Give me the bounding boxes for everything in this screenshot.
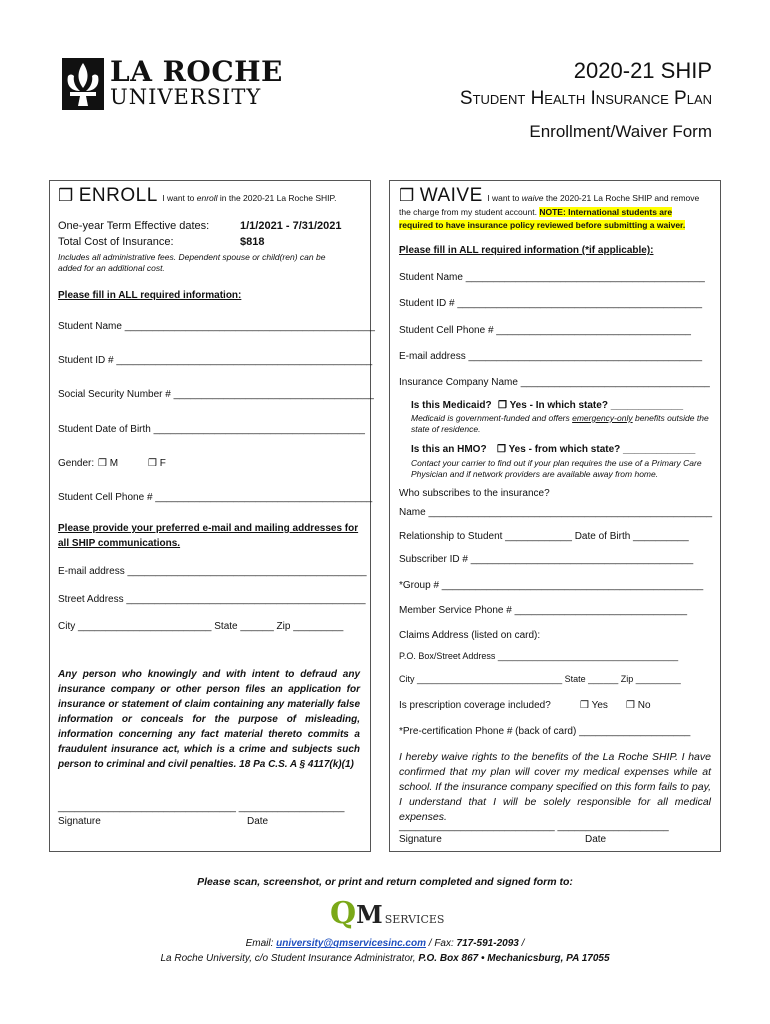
gender-f-checkbox[interactable]: ❒ F — [148, 458, 166, 469]
mailing-address: La Roche University, c/o Student Insurance Administrator, P.O. Box 867 • Mechanicsburg, PA 17055 — [160, 953, 610, 964]
gender-m-checkbox[interactable]: ❒ M — [98, 458, 119, 469]
cost-label: Total Cost of Insurance: — [58, 236, 174, 248]
rx-question: Is prescription coverage included? — [399, 700, 551, 711]
insurance-company-field[interactable]: Insurance Company Name __________________________________ — [399, 377, 710, 388]
medicaid-yes-checkbox[interactable]: ❒ Yes - In which state? _____________ — [498, 400, 683, 411]
waive-student-id-field[interactable]: Student ID # ____________________________________________ — [399, 298, 703, 309]
waiver-statement: I hereby waive rights to the benefits of the La Roche SHIP. I have confirmed that my plan will cover my medical expenses while at school. If the insurance company specified on this form fails to pay, I understand that I will be solely responsible for all medical expenses. — [399, 751, 711, 823]
student-name-field[interactable]: Student Name _____________________________________________ — [58, 321, 375, 332]
waive-city-field[interactable]: City _____________________________ State ______ Zip _________ — [399, 674, 681, 684]
enroll-heading: ENROLL — [78, 185, 158, 206]
term-value: 1/1/2021 - 7/31/2021 — [240, 220, 342, 232]
claims-address-label: Claims Address (listed on card): — [399, 630, 541, 641]
dob-field[interactable]: Student Date of Birth ______________________________________ — [58, 424, 365, 435]
waive-cell-field[interactable]: Student Cell Phone # ___________________________________ — [399, 325, 691, 336]
enroll-fill-heading: Please fill in ALL required information: — [58, 290, 242, 301]
fleur-de-lis-logo-icon — [62, 58, 104, 110]
waive-email-field[interactable]: E-mail address __________________________________________ — [399, 351, 703, 362]
waive-heading: WAIVE — [419, 185, 483, 206]
city-state-zip-field[interactable]: City ________________________ State ______ Zip _________ — [58, 621, 344, 632]
rx-no-checkbox[interactable]: ❒ No — [626, 700, 651, 711]
gender-label: Gender: — [58, 458, 95, 469]
fraud-statement: Any person who knowingly and with intent to defraud any insurance company or other person files an application for insurance or statement of claim containing any materially false information or conceals for the purpose of misleading, information concerning any fact material thereto commits a fraudulent insurance act, which is a crime and subjects such person to criminal and civil penalties. 18 Pa C.S. A § 4117(k)(1) — [58, 669, 360, 770]
hmo-note-1: Contact your carrier to find out if your plan requires the use of a Primary Care — [411, 458, 702, 468]
subscriber-name-field[interactable]: Name ___________________________________________________ — [399, 507, 713, 518]
student-id-field[interactable]: Student ID # ______________________________________________ — [58, 355, 373, 366]
rx-yes-checkbox[interactable]: ❒ Yes — [580, 700, 608, 711]
signature-label: Signature — [58, 816, 101, 827]
po-box-field[interactable]: P.O. Box/Street Address ____________________________________ — [399, 651, 679, 661]
cell-phone-field[interactable]: Student Cell Phone # _______________________________________ — [58, 492, 373, 503]
group-field[interactable]: *Group # _______________________________________________ — [399, 580, 704, 591]
logo-wordmark-line2: UNIVERSITY — [110, 85, 262, 109]
pref-heading-1: Please provide your preferred e-mail and mailing addresses for — [58, 523, 359, 534]
waive-fill-heading: Please fill in ALL required information (*if applicable): — [399, 245, 654, 256]
subscriber-id-field[interactable]: Subscriber ID # ________________________________________ — [399, 554, 694, 565]
waive-checkbox[interactable]: ❒ — [399, 186, 415, 205]
medicaid-question: Is this Medicaid? — [411, 400, 492, 411]
waive-signature-label: Signature — [399, 834, 442, 845]
medicaid-note-1: Medicaid is government-funded and offers emergency-only benefits outside the — [411, 413, 709, 423]
waive-intro: I want to waive the 2020-21 La Roche SHIP and remove — [487, 193, 700, 203]
precert-phone-field[interactable]: *Pre-certification Phone # (back of card) ____________________ — [399, 726, 691, 737]
term-label: One-year Term Effective dates: — [58, 220, 210, 232]
date-label: Date — [247, 816, 269, 827]
form-title: 2020-21 SHIP — [573, 58, 712, 83]
subscriber-question: Who subscribes to the insurance? — [399, 488, 550, 499]
street-field[interactable]: Street Address ___________________________________________ — [58, 594, 366, 605]
waive-date-label: Date — [585, 834, 607, 845]
member-phone-field[interactable]: Member Service Phone # _______________________________ — [399, 605, 688, 616]
enroll-checkbox[interactable]: ❒ — [58, 186, 74, 205]
fees-note-2: added for an additional cost. — [58, 263, 165, 273]
medicaid-note-2: state of residence. — [411, 424, 481, 434]
form-subtitle: Student Health Insurance Plan — [459, 88, 712, 109]
intl-note-1: NOTE: International students are — [539, 207, 673, 217]
hmo-note-2: Physician and if network providers are available away from home. — [411, 469, 659, 479]
fax-number: 717-591-2093 — [456, 938, 519, 949]
intl-note-2: required to have insurance policy reviewed before submitting a waiver. — [399, 220, 686, 230]
qm-services-logo: QM SERVICES — [330, 896, 445, 931]
fees-note-1: Includes all administrative fees. Dependent spouse or child(ren) can be — [58, 252, 326, 262]
waive-intro-line2: the charge from my student account. NOTE: International students are — [399, 207, 673, 217]
ssn-field[interactable]: Social Security Number # ____________________________________ — [58, 389, 374, 400]
logo-wordmark-line1: LA ROCHE — [110, 55, 283, 88]
waive-student-name-field[interactable]: Student Name ___________________________________________ — [399, 272, 705, 283]
hmo-question: Is this an HMO? — [411, 444, 487, 455]
relationship-field[interactable]: Relationship to Student ____________ Date of Birth __________ — [399, 531, 689, 542]
email-link[interactable]: university@qmservicesinc.com — [276, 938, 426, 949]
return-instruction: Please scan, screenshot, or print and return completed and signed form to: — [197, 876, 573, 888]
pref-heading-2: all SHIP communications. — [58, 538, 181, 549]
contact-line: Email: university@qmservicesinc.com / Fax: 717-591-2093 / — [245, 938, 525, 949]
cost-value: $818 — [240, 236, 265, 248]
signature-line[interactable]: ________________________________ ___________________ — [58, 802, 345, 813]
enroll-header — [58, 185, 336, 207]
enroll-intro: I want to enroll in the 2020-21 La Roche SHIP. — [162, 193, 337, 203]
form-name: Enrollment/Waiver Form — [529, 122, 712, 141]
hmo-yes-checkbox[interactable]: ❒ Yes - from which state? _____________ — [497, 444, 696, 455]
waive-header — [399, 185, 699, 207]
waive-signature-line[interactable]: ____________________________ ____________________ — [399, 821, 669, 832]
email-field[interactable]: E-mail address ___________________________________________ — [58, 566, 367, 577]
